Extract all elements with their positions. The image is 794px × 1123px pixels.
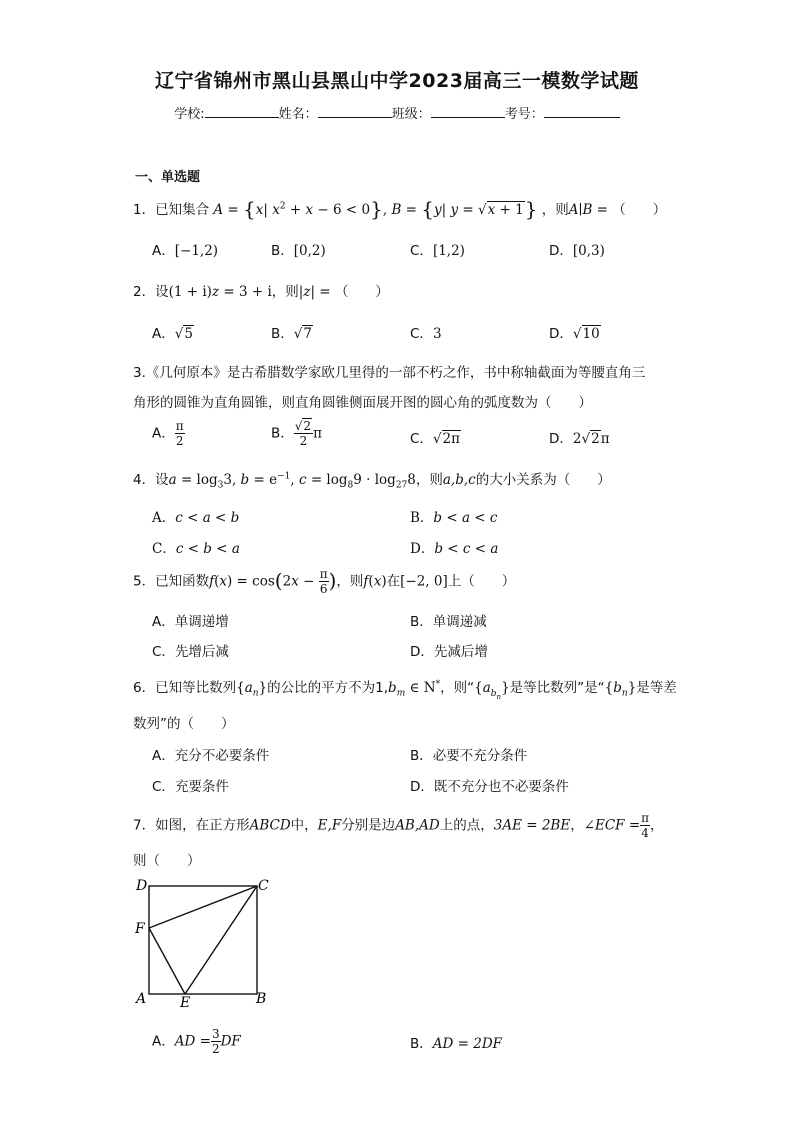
- q1-option-a[interactable]: A．[−1,2): [152, 243, 219, 259]
- label-b: B: [256, 991, 267, 1007]
- id-blank[interactable]: [544, 105, 620, 118]
- q5-option-d[interactable]: D．先减后增: [410, 644, 488, 660]
- q2-option-b[interactable]: B．√7: [271, 326, 312, 342]
- name-blank[interactable]: [318, 105, 392, 118]
- q1-number: 1．: [133, 202, 156, 218]
- page-title: 辽宁省锦州市黑山县黑山中学2023届高三一模数学试题: [155, 70, 639, 92]
- q1-option-d[interactable]: D．[0,3): [549, 243, 605, 259]
- label-a: A: [136, 991, 147, 1007]
- square-outline: [149, 886, 257, 994]
- q1-set-b-symbol: B: [391, 202, 402, 218]
- question-3-line-1: 3.《几何原本》是古希腊数学家欧几里得的一部不朽之作，书中称轴截面为等腰直角三: [133, 365, 646, 381]
- segment-ec: [185, 886, 257, 994]
- name-label: 姓名：: [278, 107, 318, 122]
- school-label: 学校:: [174, 107, 205, 122]
- q7-option-a[interactable]: A．AD = $\frac{3}{2}$ DF: [152, 1027, 241, 1056]
- q6-option-b[interactable]: B．必要不充分条件: [410, 748, 528, 764]
- q3-option-c[interactable]: C．√2π: [410, 431, 461, 447]
- square-figure: [128, 874, 278, 1009]
- class-blank[interactable]: [431, 105, 505, 118]
- section-title: 一、单选题: [135, 170, 201, 185]
- id-label: 考号：: [504, 107, 544, 122]
- q3-option-a[interactable]: A． $\frac{\pi}{2}$: [152, 419, 184, 448]
- school-blank[interactable]: [205, 105, 279, 118]
- q3-option-d[interactable]: D．2√2π: [549, 431, 610, 447]
- q4-option-a[interactable]: A．c < a < b: [152, 510, 240, 526]
- q1-tail: ，则: [541, 202, 569, 218]
- question-6-line-2: 数列”的（ ）: [133, 716, 235, 732]
- q1-option-c[interactable]: C．[1,2): [410, 243, 465, 259]
- q6-option-d[interactable]: D．既不充分也不必要条件: [410, 779, 569, 795]
- q1-set-a-symbol: A: [213, 202, 224, 218]
- q5-option-b[interactable]: B．单调递减: [410, 614, 487, 630]
- q6-option-a[interactable]: A．充分不必要条件: [152, 748, 270, 764]
- segment-fc: [149, 886, 257, 928]
- segment-fe: [149, 928, 185, 994]
- label-e: E: [180, 995, 191, 1009]
- question-3-line-2: 角形的圆锥为直角圆锥，则直角圆锥侧面展开图的圆心角的弧度数为（ ）: [133, 395, 592, 411]
- q1-prefix: 已知集合: [155, 202, 210, 218]
- q1-paren: （ ）: [612, 202, 667, 218]
- q2-option-c[interactable]: C．3: [410, 326, 442, 342]
- student-info-line: [0, 103, 794, 122]
- label-f: F: [135, 921, 145, 937]
- q2-option-d[interactable]: D．√10: [549, 326, 600, 342]
- q5-option-c[interactable]: C．先增后减: [152, 644, 229, 660]
- question-5: 5．已知函数f(x) = cos(2x − $\frac{\pi}{6}$ )，则f(x)在[−2, 0]上（ ）: [133, 567, 516, 596]
- question-4: 4．设$a = \log_33$, $b = e^{-1}$, $c = \log_89 \cdot \log_{27}8$，则a,b,c的大小关系为（ ）: [133, 471, 611, 491]
- question-6-line-1: 6．已知等比数列$\{a_n\}$的公比的平方不为$1,b_m$ ∈ N*，则“$\{a_{b_n}\}$是等比数列”是“$\{b_n\}$是等差: [133, 679, 677, 701]
- q3-option-b[interactable]: B． $\frac{√2}{2}$ π: [271, 419, 322, 448]
- class-label: 班级：: [391, 107, 431, 122]
- q4-option-c[interactable]: C．c < b < a: [152, 541, 240, 557]
- label-d: D: [136, 878, 148, 894]
- q5-option-a[interactable]: A．单调递增: [152, 614, 229, 630]
- question-7-line-1: 7．如图，在正方形ABCD中，E,F分别是边AB,AD上的点，3AE = 2BE，∠ECF = $\frac{\pi}{4}$ ，: [133, 811, 664, 840]
- q1-option-b[interactable]: B．[0,2): [271, 243, 326, 259]
- q4-option-b[interactable]: B．b < a < c: [410, 510, 498, 526]
- q4-option-d[interactable]: D．b < c < a: [410, 541, 499, 557]
- q7-option-b[interactable]: B．AD = 2DF: [410, 1036, 503, 1052]
- question-7-line-2: 则（ ）: [133, 853, 201, 869]
- question-2: 2．设(1 + i)z = 3 + i，则|z| = （ ）: [133, 284, 389, 300]
- q6-option-c[interactable]: C．充要条件: [152, 779, 229, 795]
- q2-option-a[interactable]: A．√5: [152, 326, 193, 342]
- label-c: C: [258, 878, 269, 894]
- question-1: 1．已知集合 A = {x| $x^2 + x - 6 < 0$}, B = {y| y = √x + 1} ，则A∣B = （ ）: [133, 197, 667, 221]
